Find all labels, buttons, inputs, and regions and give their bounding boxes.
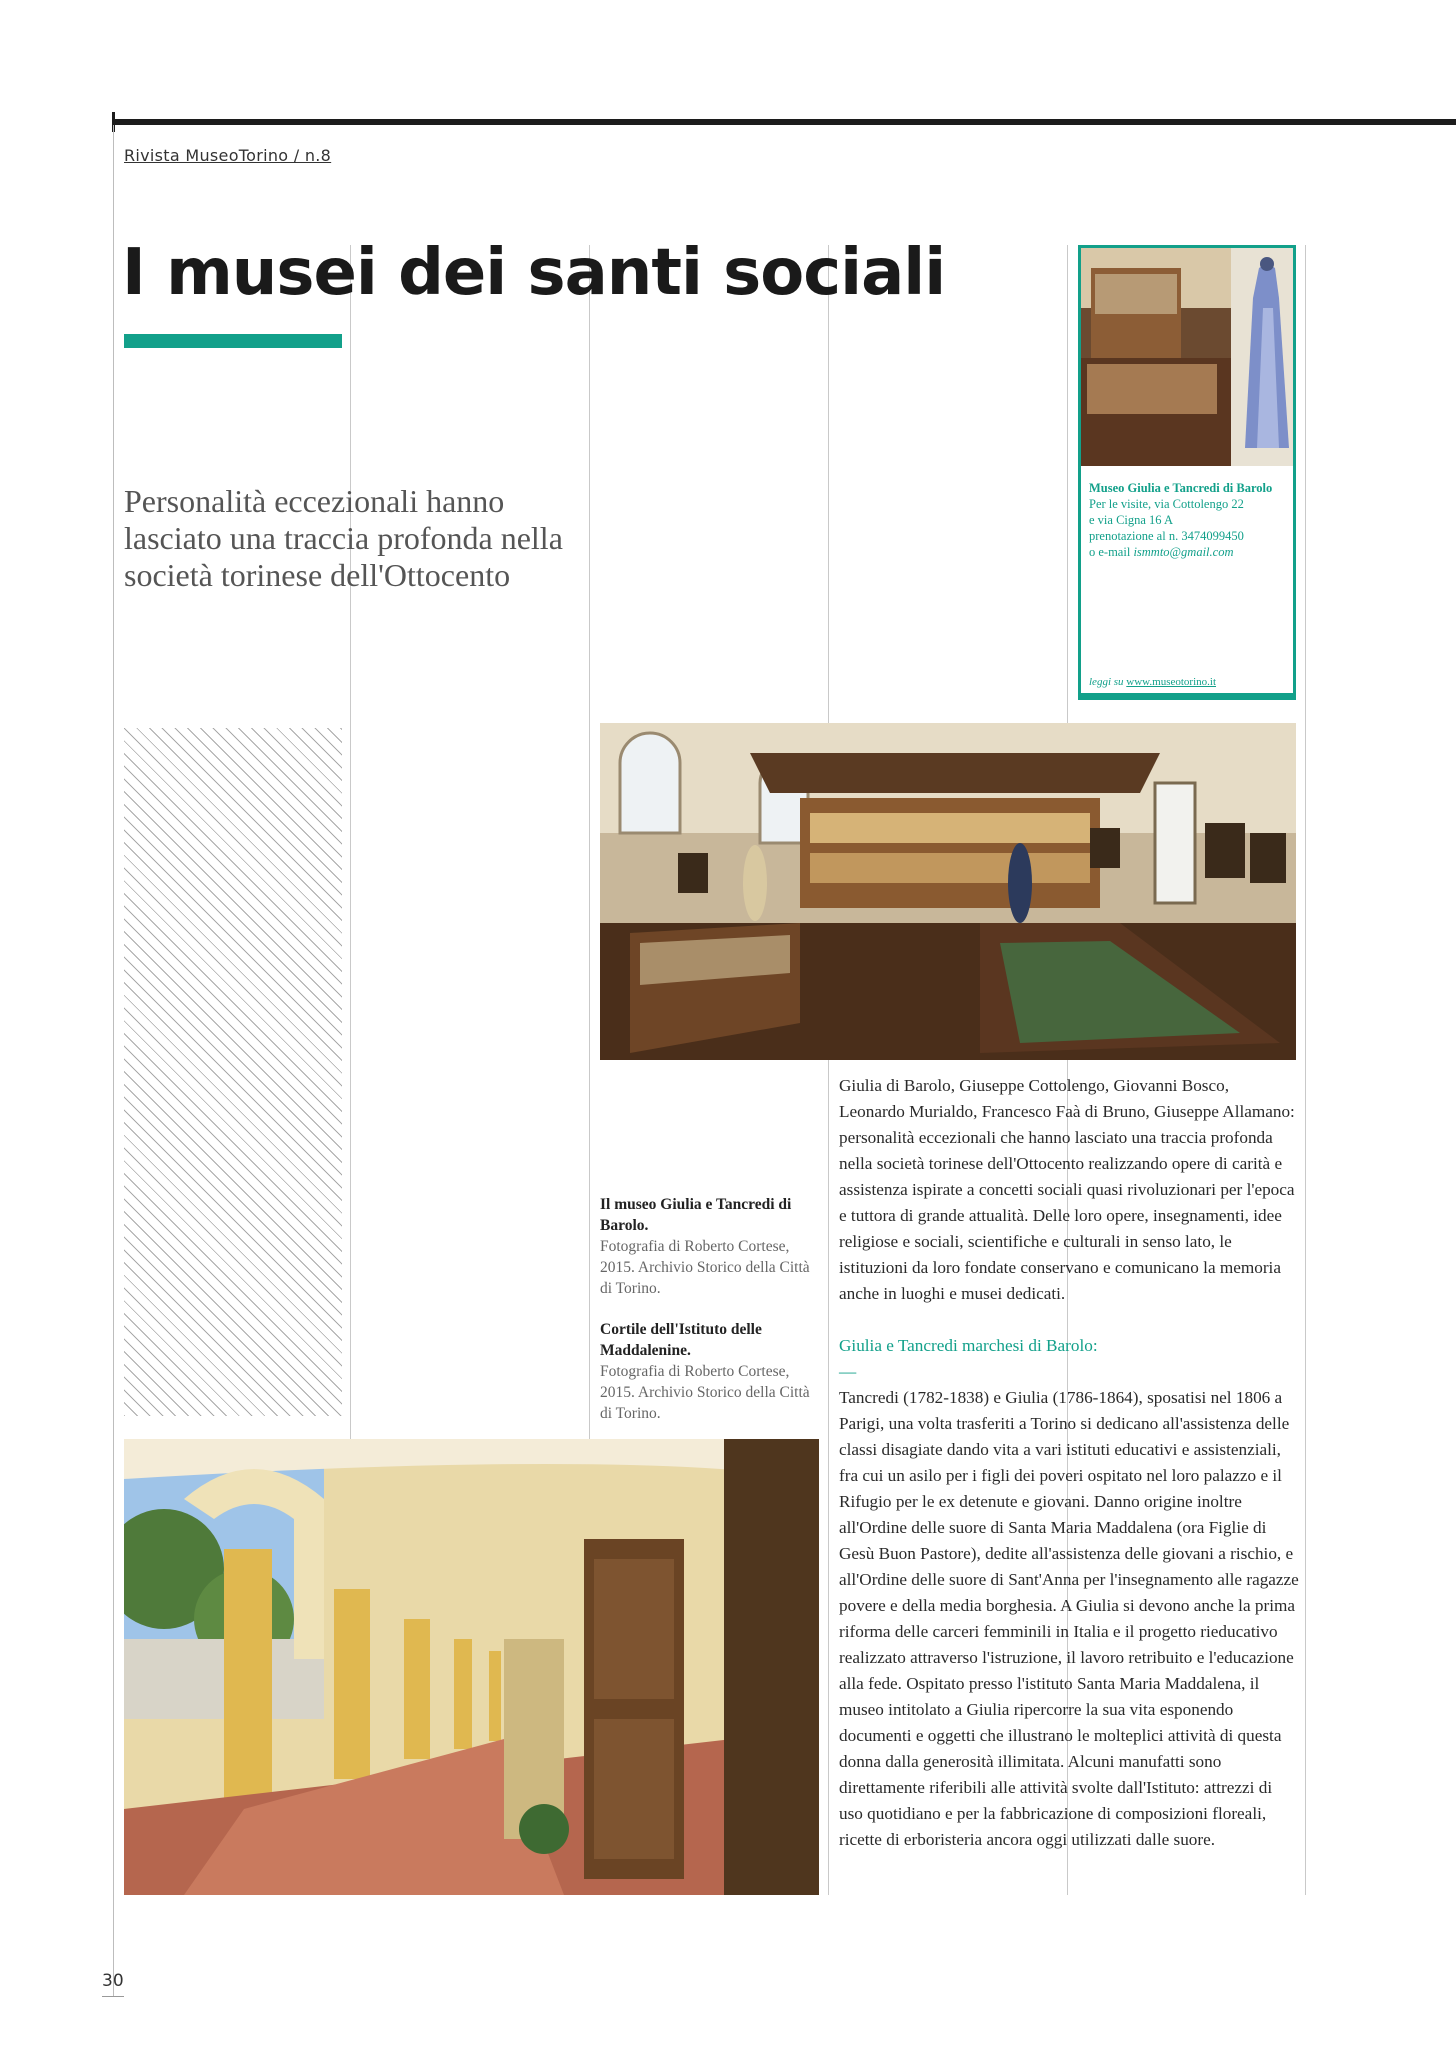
cloister-photo bbox=[124, 1439, 819, 1895]
caption-text: Fotografia di Roberto Cortese, 2015. Archivio Storico della Città di Torino. bbox=[600, 1363, 810, 1422]
read-prefix: leggi su bbox=[1089, 676, 1127, 688]
info-box-text bbox=[1089, 480, 1285, 560]
top-rule bbox=[113, 119, 1456, 125]
page-number: 30 bbox=[102, 1971, 124, 1991]
hatch-pattern-panel bbox=[124, 728, 342, 1416]
grid-line bbox=[350, 245, 351, 1440]
museum-name: Museo Giulia e Tancredi di Barolo bbox=[1089, 481, 1273, 495]
grid-line bbox=[1305, 245, 1306, 1895]
body-paragraph-intro: Giulia di Barolo, Giuseppe Cottolengo, Giovanni Bosco, Leonardo Murialdo, Francesco Faà di Bruno, Giuseppe Allamano: personalità eccezionali che hanno lasciato una traccia profonda nella società torinese dell'Ottocento realizzando opere di carità e assistenza ispirate a concetti sociali quasi rivoluzionari per l'epoca e tuttora di grande attualità. Delle loro opere, insegnamenti, idee religiose e sociali, scientifiche e culturali in senso lato, le istituzioni da loro fondate conservano e comunicano la memoria anche in luoghi e musei dedicati. bbox=[839, 1076, 1295, 1303]
running-head: Rivista MuseoTorino / n.8 bbox=[124, 146, 332, 165]
website-link[interactable]: www.museotorino.it bbox=[1126, 676, 1217, 688]
body-paragraph-section: Tancredi (1782-1838) e Giulia (1786-1864), sposatisi nel 1806 a Parigi, una volta trasferiti a Torino si dedicano all'assistenza delle classi disagiate dando vita a vari istituti educativi e assistenziali, fra cui un asilo per i figli dei poveri ospitato nel loro palazzo e il Rifugio per le ex detenute e giovani. Danno origine inoltre all'Ordine delle suore di Santa Maria Maddalena (ora Figlie di Gesù Buon Pastore), dedite all'assistenza delle giovani a rischio, e all'Ordine delle suore di Sant'Anna per l'insegnamento alle ragazze povere e della media borghesia. A Giulia si devono anche la prima riforma delle carceri femminili in Italia e il progetto rieducativo realizzato attraverso l'istruzione, il lavoro retribuito e l'educazione alla fede. Ospitato presso l'istituto Santa Maria Maddalena, il museo intitolato a Giulia ripercorre la sua vita esponendo documenti e oggetti che illustrano le molteplici attività di questa donna dalla generosità illimitata. Alcuni manufatti sono direttamente riferibili alle attività svolte dall'Istituto: attrezzi di uso quotidiano e per la fabbricazione di composizioni floreali, ricette di erboristeria ancora oggi utilizzati dalle suore. bbox=[839, 1388, 1299, 1849]
info-email-line bbox=[1089, 544, 1285, 560]
caption-title: Il museo Giulia e Tancredi di Barolo. bbox=[600, 1196, 792, 1234]
caption-title: Cortile dell'Istituto delle Maddalenine. bbox=[600, 1321, 762, 1359]
museum-interior-photo bbox=[600, 723, 1296, 1060]
page-title: I musei dei santi sociali bbox=[122, 236, 946, 310]
info-line: e via Cigna 16 A bbox=[1089, 513, 1174, 527]
photo-caption-cloister bbox=[600, 1319, 814, 1424]
info-line: prenotazione al n. 3474099450 bbox=[1089, 529, 1244, 543]
left-margin-line bbox=[113, 125, 114, 1997]
info-box-bottom-band bbox=[1078, 693, 1296, 700]
section-heading: Giulia e Tancredi marchesi di Barolo: bbox=[839, 1336, 1098, 1355]
article-body bbox=[839, 1073, 1299, 1853]
caption-text: Fotografia di Roberto Cortese, 2015. Archivio Storico della Città di Torino. bbox=[600, 1238, 810, 1297]
grid-line bbox=[828, 245, 829, 1895]
article-subtitle: Personalità eccezionali hanno lasciato una traccia profonda nella società torinese dell'Ottocento bbox=[124, 483, 563, 593]
read-more-line bbox=[1089, 676, 1216, 688]
museum-info-box bbox=[1078, 245, 1296, 700]
grid-line bbox=[589, 245, 590, 1440]
title-accent-bar bbox=[124, 334, 342, 348]
page-number-rule bbox=[102, 1996, 124, 1997]
section-heading-dash: — bbox=[839, 1362, 857, 1381]
email-prefix: o e-mail bbox=[1089, 545, 1134, 559]
info-box-photo bbox=[1081, 248, 1293, 466]
photo-caption-interior bbox=[600, 1194, 814, 1299]
info-line: Per le visite, via Cottolengo 22 bbox=[1089, 497, 1244, 511]
email-link[interactable]: ismmto@gmail.com bbox=[1133, 545, 1234, 559]
